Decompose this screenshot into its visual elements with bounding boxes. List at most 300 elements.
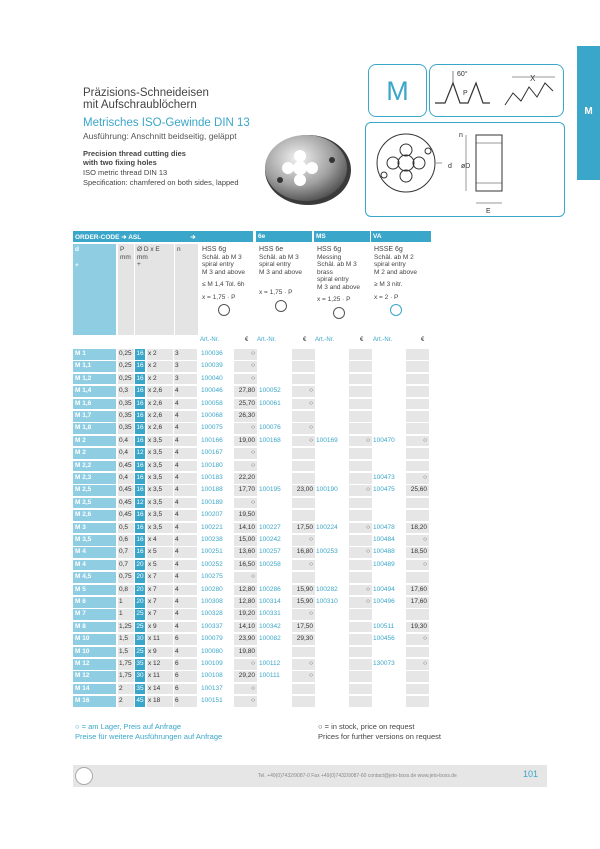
cell-diameter: 16 [135, 374, 145, 385]
cell-diameter: 16 [135, 461, 145, 472]
cell-art-va [372, 510, 405, 521]
cell-pitch: 0,25 [118, 349, 134, 360]
cell-art-ms [315, 696, 348, 707]
cell-art-ms [315, 609, 348, 620]
cell-price-hss6g: ○ [234, 374, 257, 385]
cell-price-hss6e [292, 647, 315, 658]
cell-price-hss6e: ○ [292, 659, 315, 670]
cell-art-hss6g: 100308 [200, 597, 233, 608]
cell-price-va: 19,30 [406, 622, 429, 633]
order-code-bar [73, 231, 253, 242]
cell-diameter: 20 [135, 560, 145, 571]
cell-n: 4 [174, 597, 197, 608]
cell-price-ms [349, 448, 372, 459]
cell-price-hss6e [292, 696, 315, 707]
cell-price-ms [349, 473, 372, 484]
cell-thread: M 1 [73, 349, 116, 360]
cell-art-va: 100470 [372, 436, 405, 447]
cell-price-hss6g: 25,70 [234, 399, 257, 410]
cell-art-ms: 100190 [315, 485, 348, 496]
cell-art-hss6e [258, 411, 291, 422]
price-note-de: Preise für weitere Ausführungen auf Anfrage [75, 732, 223, 741]
col-dxe: Ø D x E mm + [135, 244, 174, 335]
cell-art-hss6g: 100040 [200, 374, 233, 385]
cell-pitch: 0,8 [118, 585, 134, 596]
cell-art-hss6g: 100109 [200, 659, 233, 670]
cell-art-hss6g: 100036 [200, 349, 233, 360]
cell-art-hss6g: 100189 [200, 498, 233, 509]
cell-pitch: 0,35 [118, 399, 134, 410]
cell-price-hss6e: ○ [292, 560, 315, 571]
cell-price-hss6g: 19,20 [234, 609, 257, 620]
cell-price-va [406, 572, 429, 583]
cell-price-ms [349, 647, 372, 658]
title-de-1: Präzisions-Schneideisen [83, 87, 209, 99]
table-row [73, 535, 431, 546]
spiral-entry-icon [275, 300, 287, 312]
cell-price-va [406, 510, 429, 521]
cell-pitch: 1 [118, 609, 134, 620]
cell-art-hss6e [258, 498, 291, 509]
cell-art-hss6e: 100112 [258, 659, 291, 670]
cell-price-hss6e [292, 510, 315, 521]
cell-art-va [372, 572, 405, 583]
cell-price-ms [349, 560, 372, 571]
cell-n: 4 [174, 399, 197, 410]
cell-price-ms [349, 361, 372, 372]
cell-art-va [372, 448, 405, 459]
table-row [73, 473, 431, 484]
cell-n: 4 [174, 386, 197, 397]
cell-diameter: 16 [135, 399, 145, 410]
cell-thread: M 1,1 [73, 361, 116, 372]
cell-art-hss6e [258, 510, 291, 521]
cell-price-ms [349, 634, 372, 645]
spiral-entry-icon [390, 304, 402, 316]
x-label: X [530, 74, 536, 83]
cell-art-ms: 100224 [315, 523, 348, 534]
category-badge [368, 64, 427, 117]
cell-art-hss6e: 100082 [258, 634, 291, 645]
cell-price-hss6e [292, 572, 315, 583]
cell-price-ms: ○ [349, 585, 372, 596]
cell-thread: M 7 [73, 609, 116, 620]
cell-diameter: 35 [135, 659, 145, 670]
cell-thickness: x 18 [147, 696, 173, 707]
table-row [73, 411, 431, 422]
table-row [73, 485, 431, 496]
cell-price-ms [349, 349, 372, 360]
cell-art-va [372, 349, 405, 360]
cell-art-va [372, 671, 405, 682]
cell-art-ms [315, 659, 348, 670]
cell-art-hss6e [258, 361, 291, 372]
badge-label: M [386, 76, 409, 106]
cell-art-hss6g: 100068 [200, 411, 233, 422]
cell-thickness: x 2,6 [147, 423, 173, 434]
cell-price-va [406, 399, 429, 410]
cell-price-ms [349, 609, 372, 620]
cell-price-va [406, 448, 429, 459]
cell-price-va [406, 361, 429, 372]
cell-thread: M 12 [73, 659, 116, 670]
cell-art-ms [315, 510, 348, 521]
cell-n: 4 [174, 423, 197, 434]
cell-pitch: 0,35 [118, 423, 134, 434]
cell-price-ms [349, 535, 372, 546]
cell-thickness: x 3,5 [147, 510, 173, 521]
cell-art-hss6g: 100137 [200, 684, 233, 695]
cell-art-va: 100511 [372, 622, 405, 633]
cell-price-hss6e: 23,00 [292, 485, 315, 496]
cell-art-hss6g: 100079 [200, 634, 233, 645]
cell-art-hss6g: 100058 [200, 399, 233, 410]
cell-thread: M 1,4 [73, 386, 116, 397]
cell-diameter: 35 [135, 684, 145, 695]
cell-n: 6 [174, 659, 197, 670]
spiral-entry-icon [333, 307, 345, 319]
table-row [73, 361, 431, 372]
die-photo [262, 130, 354, 206]
cell-art-ms [315, 647, 348, 658]
cell-art-va: 100488 [372, 547, 405, 558]
cell-thread: M 2,5 [73, 498, 116, 509]
cell-thickness: x 5 [147, 560, 173, 571]
cell-n: 4 [174, 572, 197, 583]
cell-thread: M 4 [73, 560, 116, 571]
cell-price-hss6g: 13,60 [234, 547, 257, 558]
cell-art-hss6e [258, 448, 291, 459]
cell-n: 4 [174, 485, 197, 496]
cell-diameter: 16 [135, 411, 145, 422]
spiral-entry-icon [218, 304, 230, 316]
cell-n: 3 [174, 374, 197, 385]
cell-price-va: 18,20 [406, 523, 429, 534]
col-group-hss6g: HSS 6g Schäl. ab M 3 spiral entry M 3 and above ≤ M 1,4 Tol. 6h x = 1,75 · P [200, 244, 255, 335]
cell-price-ms [349, 510, 372, 521]
cell-price-hss6g: ○ [234, 349, 257, 360]
cell-art-va [372, 647, 405, 658]
cell-art-hss6g: 100188 [200, 485, 233, 496]
cell-price-ms [349, 622, 372, 633]
price-note-en: Prices for further versions on request [318, 732, 441, 741]
cell-price-va [406, 684, 429, 695]
cell-art-ms [315, 572, 348, 583]
cell-diameter: 16 [135, 349, 145, 360]
table-row [73, 671, 431, 682]
table-row [73, 696, 431, 707]
cell-price-ms: ○ [349, 547, 372, 558]
cell-price-hss6e: ○ [292, 671, 315, 682]
cell-art-va: 100473 [372, 473, 405, 484]
cell-diameter: 12 [135, 498, 145, 509]
cell-price-ms [349, 684, 372, 695]
page-number: 101 [523, 769, 539, 779]
cell-diameter: 25 [135, 609, 145, 620]
cell-thickness: x 12 [147, 659, 173, 670]
cell-art-ms [315, 535, 348, 546]
cell-diameter: 16 [135, 436, 145, 447]
cell-art-hss6g: 100328 [200, 609, 233, 620]
cell-art-hss6g: 100075 [200, 423, 233, 434]
cell-art-hss6e: 100314 [258, 597, 291, 608]
cell-n: 4 [174, 510, 197, 521]
cell-n: 4 [174, 609, 197, 620]
cell-n: 6 [174, 634, 197, 645]
cell-price-hss6g: ○ [234, 423, 257, 434]
pitch-label: P [463, 90, 468, 97]
cell-pitch: 1,5 [118, 647, 134, 658]
cell-art-ms: 100282 [315, 585, 348, 596]
legend-de: ○ = am Lager, Preis auf Anfrage [75, 722, 182, 731]
cell-art-va: 130073 [372, 659, 405, 670]
table-row [73, 423, 431, 434]
cell-price-hss6e: ○ [292, 535, 315, 546]
cell-pitch: 1,5 [118, 634, 134, 645]
cell-price-hss6e [292, 361, 315, 372]
cell-price-hss6e [292, 684, 315, 695]
cell-pitch: 0,45 [118, 461, 134, 472]
cell-thread: M 2,5 [73, 485, 116, 496]
cell-n: 4 [174, 523, 197, 534]
cell-art-hss6e: 100195 [258, 485, 291, 496]
cell-thickness: x 2,6 [147, 399, 173, 410]
table-row [73, 523, 431, 534]
cell-thread: M 10 [73, 647, 116, 658]
cell-price-va: ○ [406, 560, 429, 571]
cell-n: 6 [174, 671, 197, 682]
cell-diameter: 16 [135, 547, 145, 558]
cell-pitch: 0,25 [118, 361, 134, 372]
cell-price-ms [349, 498, 372, 509]
cell-price-hss6g: 14,10 [234, 523, 257, 534]
cell-art-hss6g: 100080 [200, 647, 233, 658]
cell-price-va [406, 671, 429, 682]
cell-price-ms [349, 386, 372, 397]
cell-thread: M 1,2 [73, 374, 116, 385]
cell-thread: M 2 [73, 436, 116, 447]
cell-thread: M 2,2 [73, 461, 116, 472]
cell-price-hss6g: 14,10 [234, 622, 257, 633]
cell-n: 4 [174, 461, 197, 472]
thread-profile-icon [430, 65, 565, 118]
table-row [73, 585, 431, 596]
cell-price-va: ○ [406, 634, 429, 645]
table-row [73, 684, 431, 695]
cell-price-va: ○ [406, 473, 429, 484]
cell-n: 3 [174, 361, 197, 372]
cell-price-hss6g: ○ [234, 461, 257, 472]
cell-price-hss6e: ○ [292, 609, 315, 620]
cell-thread: M 1,8 [73, 423, 116, 434]
col-p: P mm [118, 244, 134, 335]
subtitle-blue: Metrisches ISO-Gewinde DIN 13 [83, 117, 250, 129]
cell-thickness: x 7 [147, 597, 173, 608]
cell-diameter: 30 [135, 671, 145, 682]
cell-price-ms: ○ [349, 523, 372, 534]
cell-art-hss6g: 100039 [200, 361, 233, 372]
cell-art-hss6g: 100280 [200, 585, 233, 596]
cell-art-va: 100496 [372, 597, 405, 608]
cell-art-hss6g: 100238 [200, 535, 233, 546]
cell-price-hss6e: ○ [292, 436, 315, 447]
cell-art-hss6g: 100252 [200, 560, 233, 571]
table-row [73, 609, 431, 620]
cell-n: 4 [174, 473, 197, 484]
cell-diameter: 16 [135, 535, 145, 546]
title-de-2: mit Aufschraublöchern [83, 99, 197, 111]
cell-thread: M 1,7 [73, 411, 116, 422]
cell-art-hss6g: 100151 [200, 696, 233, 707]
cell-price-ms [349, 423, 372, 434]
cell-price-ms [349, 696, 372, 707]
title-en-2: with two fixing holes [83, 158, 157, 167]
cell-art-hss6g: 100166 [200, 436, 233, 447]
cell-diameter: 25 [135, 647, 145, 658]
cell-thread: M 10 [73, 634, 116, 645]
cell-art-ms: 100310 [315, 597, 348, 608]
legend-en: ○ = in stock, price on request [318, 722, 415, 731]
cell-thickness: x 3,5 [147, 485, 173, 496]
cell-price-ms [349, 374, 372, 385]
cell-n: 4 [174, 547, 197, 558]
cell-art-hss6e: 100061 [258, 399, 291, 410]
table-row [73, 386, 431, 397]
cell-thickness: x 4 [147, 535, 173, 546]
cell-pitch: 1,25 [118, 622, 134, 633]
cell-price-hss6e [292, 349, 315, 360]
table-row [73, 622, 431, 633]
cell-thread: M 6 [73, 597, 116, 608]
cell-price-ms [349, 461, 372, 472]
cell-price-hss6e: ○ [292, 386, 315, 397]
cell-art-va [372, 609, 405, 620]
cell-price-hss6g: 22,20 [234, 473, 257, 484]
cell-price-hss6g: 19,00 [234, 436, 257, 447]
cell-art-hss6e [258, 374, 291, 385]
col-d: d + [73, 244, 116, 335]
cell-diameter: 16 [135, 423, 145, 434]
subtitle-de: Ausführung: Anschnitt beidseitig, geläppt [83, 131, 237, 141]
cell-pitch: 0,45 [118, 510, 134, 521]
n-label: n [459, 132, 463, 139]
cell-n: 4 [174, 448, 197, 459]
cell-price-hss6e [292, 473, 315, 484]
table-row [73, 436, 431, 447]
cell-art-ms [315, 634, 348, 645]
cell-price-hss6e [292, 374, 315, 385]
cell-art-va [372, 411, 405, 422]
cell-pitch: 1 [118, 597, 134, 608]
cell-art-ms [315, 349, 348, 360]
cell-price-hss6g: 26,30 [234, 411, 257, 422]
cell-thickness: x 7 [147, 572, 173, 583]
cell-pitch: 0,4 [118, 436, 134, 447]
cell-diameter: 20 [135, 597, 145, 608]
cell-n: 4 [174, 585, 197, 596]
cell-art-hss6g: 100183 [200, 473, 233, 484]
cell-price-ms [349, 659, 372, 670]
cell-art-va: 100475 [372, 485, 405, 496]
cell-art-va: 100494 [372, 585, 405, 596]
cell-price-va [406, 696, 429, 707]
table-row [73, 572, 431, 583]
cell-art-va [372, 423, 405, 434]
cell-pitch: 0,4 [118, 473, 134, 484]
cell-art-ms [315, 411, 348, 422]
cell-art-ms [315, 473, 348, 484]
cell-art-ms [315, 684, 348, 695]
cell-art-ms [315, 423, 348, 434]
cell-price-ms: ○ [349, 485, 372, 496]
table-row [73, 560, 431, 571]
cell-art-hss6e [258, 461, 291, 472]
cell-thickness: x 3,5 [147, 498, 173, 509]
table-row [73, 498, 431, 509]
cell-art-hss6g: 100275 [200, 572, 233, 583]
cell-thickness: x 3,5 [147, 461, 173, 472]
contact-line: Tel. +49(0)7432/9087-0 Fax +49(0)7432/9087-60 contact@jeto-boss.de www.jeto-boss.de [258, 773, 457, 779]
cell-n: 4 [174, 411, 197, 422]
cell-price-hss6g: ○ [234, 448, 257, 459]
cell-price-ms: ○ [349, 436, 372, 447]
cell-price-va: 17,60 [406, 585, 429, 596]
cell-art-ms [315, 461, 348, 472]
cell-price-va: 18,50 [406, 547, 429, 558]
cell-thickness: x 3,5 [147, 436, 173, 447]
E-label: E [486, 208, 491, 215]
cell-price-hss6g: 29,20 [234, 671, 257, 682]
table-row [73, 659, 431, 670]
cell-price-hss6g: 12,80 [234, 597, 257, 608]
cell-art-hss6e [258, 572, 291, 583]
table-row [73, 448, 431, 459]
cell-thickness: x 7 [147, 609, 173, 620]
thread-profile-drawing [429, 64, 564, 117]
cell-art-hss6e [258, 473, 291, 484]
side-tab-label: M [584, 106, 593, 117]
cell-price-va: 17,60 [406, 597, 429, 608]
cell-pitch: 0,35 [118, 411, 134, 422]
cell-diameter: 20 [135, 585, 145, 596]
cell-price-hss6g: 19,80 [234, 647, 257, 658]
cell-art-hss6e [258, 349, 291, 360]
cell-price-hss6g: ○ [234, 659, 257, 670]
cell-thread: M 8 [73, 622, 116, 633]
cell-art-hss6e [258, 684, 291, 695]
cell-art-hss6g: 100046 [200, 386, 233, 397]
col-group-hss6e: HSS 6e Schäl. ab M 3 spiral entry M 3 and above x = 1,75 · P [257, 244, 312, 335]
company-logo-icon [75, 767, 93, 785]
cell-art-va: 100489 [372, 560, 405, 571]
cell-price-hss6g: 23,90 [234, 634, 257, 645]
table-row [73, 510, 431, 521]
cell-pitch: 0,45 [118, 498, 134, 509]
col-group-va: HSSE 6g Schäl. ab M 2 spiral entry M 2 and above ≥ M 3 nitr. x = 2 · P [372, 244, 431, 335]
cell-pitch: 0,6 [118, 535, 134, 546]
cell-n: 6 [174, 696, 197, 707]
cell-art-va: 100478 [372, 523, 405, 534]
cell-pitch: 1,75 [118, 659, 134, 670]
cell-art-hss6e: 100076 [258, 423, 291, 434]
table-row [73, 634, 431, 645]
cell-thread: M 14 [73, 684, 116, 695]
cell-art-ms [315, 374, 348, 385]
cell-thickness: x 2 [147, 349, 173, 360]
cell-price-hss6e [292, 448, 315, 459]
cell-price-va [406, 609, 429, 620]
cell-art-hss6e: 100342 [258, 622, 291, 633]
